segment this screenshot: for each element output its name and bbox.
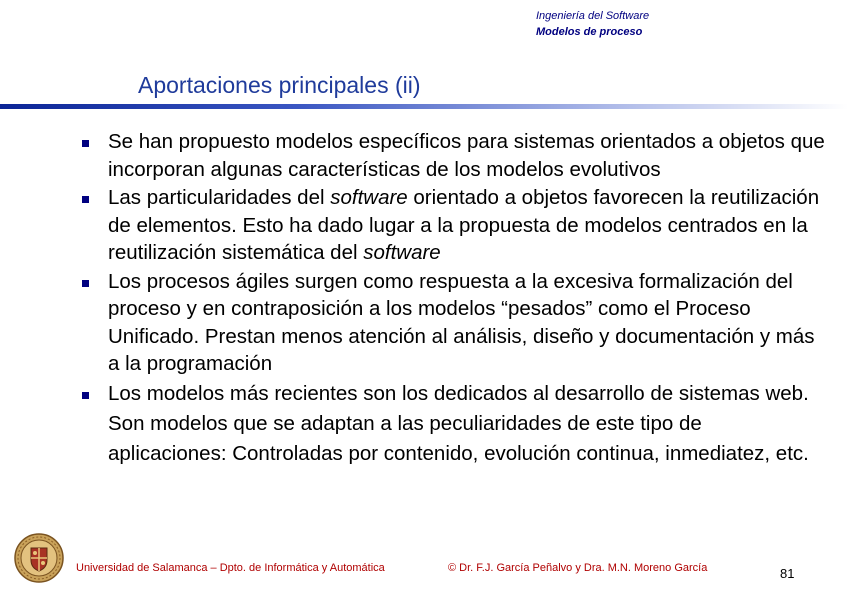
emphasis-software: software (363, 241, 441, 264)
slide-title: Aportaciones principales (ii) (138, 72, 421, 98)
bullet-item (80, 268, 825, 378)
header-info (536, 8, 649, 40)
bullet-square-icon (82, 140, 89, 147)
bullet-text: Las particularidades del (108, 186, 331, 209)
university-seal-icon (14, 533, 64, 583)
page-number: 81 (780, 566, 795, 581)
bullet-square-icon (82, 196, 89, 203)
bullet-text: Se han propuesto modelos específicos para sistemas orientados a objetos que incorporan algunas características de los modelos evolutivos (108, 130, 825, 181)
bullet-item (80, 184, 825, 267)
footer-authors: © Dr. F.J. García Peñalvo y Dra. M.N. Moreno García (448, 562, 708, 574)
topic-name: Modelos de proceso (536, 26, 643, 38)
bullet-text: orientado a objetos favorecen la reutilización de elementos. Esto ha dado lugar a la propuesta de modelos centrados en la reutilización sistemática del (108, 186, 820, 264)
bullet-square-icon (82, 280, 89, 287)
bullet-list (80, 128, 825, 470)
bullet-text: Los modelos más recientes son los dedicados al desarrollo de sistemas web. Son modelos que se adaptan a las peculiaridades de este tipo de aplicaciones: Controladas por contenido, evolución continua, inmediatez, etc. (108, 381, 809, 465)
bullet-item (80, 379, 825, 469)
emphasis-software: software (330, 186, 408, 209)
footer-institution: Universidad de Salamanca – Dpto. de Informática y Automática (76, 562, 385, 574)
bullet-square-icon (82, 392, 89, 399)
bullet-item (80, 128, 825, 183)
course-name: Ingeniería del Software (536, 10, 650, 22)
title-underline-bar (0, 104, 848, 109)
bullet-text: Los procesos ágiles surgen como respuesta a la excesiva formalización del proceso y en contraposición a los modelos “pesados” como el Proceso Unificado. Prestan menos atención al análisis, diseño y documentación y más a la programación (108, 269, 815, 375)
